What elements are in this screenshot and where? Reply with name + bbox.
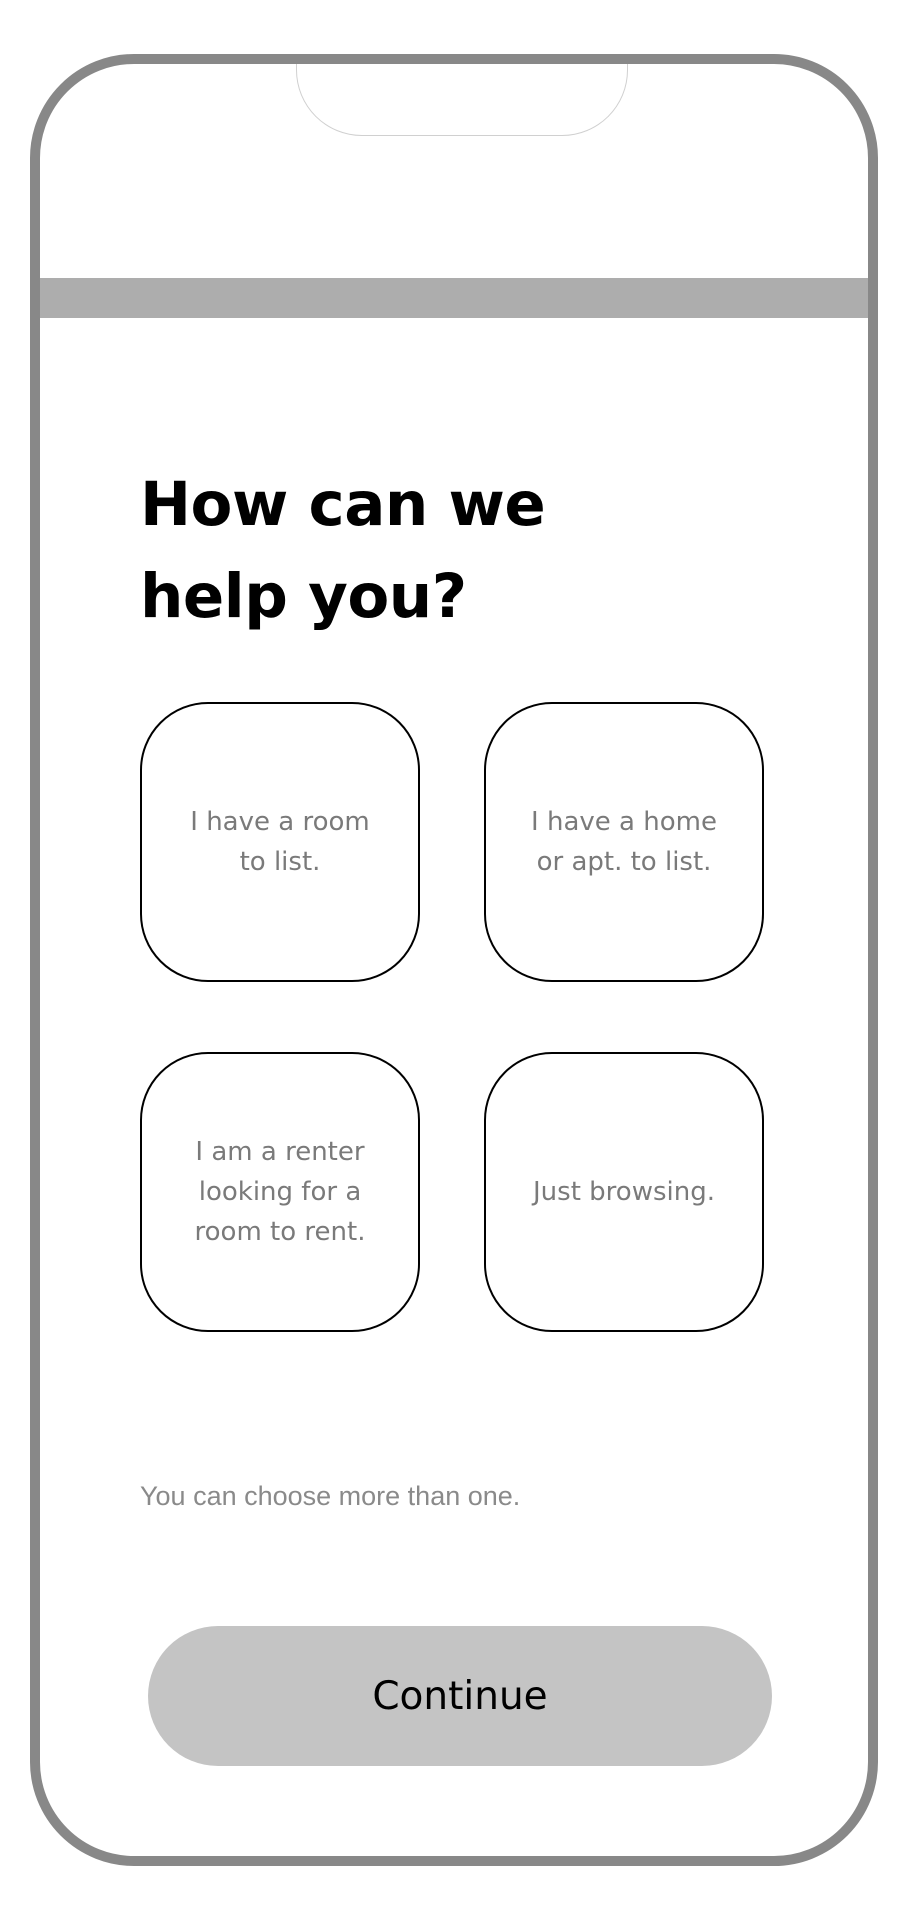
page-title-line-2: help you? (140, 561, 467, 632)
continue-button[interactable]: Continue (148, 1626, 772, 1766)
option-label: I am a renter looking for a room to rent. (194, 1137, 366, 1247)
option-renter[interactable] (140, 1052, 420, 1332)
multi-select-hint: You can choose more than one. (140, 1481, 521, 1511)
option-home-to-list[interactable] (484, 702, 764, 982)
option-label: Just browsing. (533, 1177, 715, 1207)
page-title (140, 459, 545, 643)
page-title-line-1: How can we (140, 469, 546, 540)
option-label: I have a room to list. (190, 807, 370, 877)
status-bar (40, 278, 868, 318)
option-label: I have a home or apt. to list. (531, 807, 717, 877)
phone-frame (30, 54, 878, 1866)
device-notch (296, 62, 628, 136)
option-just-browsing[interactable] (484, 1052, 764, 1332)
option-room-to-list[interactable] (140, 702, 420, 982)
